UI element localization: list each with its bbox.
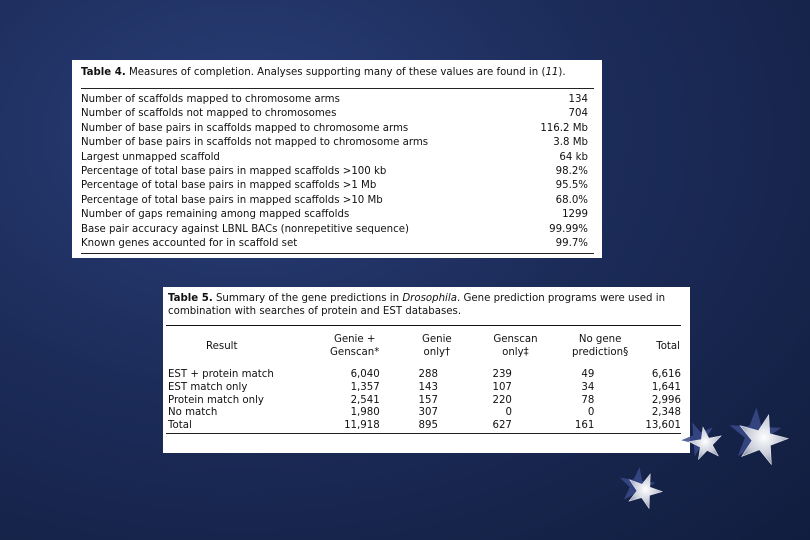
measure-label: Known genes accounted for in scaffold set: [81, 238, 298, 250]
genie-genscan-cell: 2,541: [350, 394, 380, 406]
table-5-label: Table 5.: [168, 293, 213, 304]
table-4-label: Table 4.: [81, 67, 126, 78]
measure-label: Number of gaps remaining among mapped scaffolds: [81, 209, 350, 221]
header-result: Result: [206, 340, 238, 352]
measure-value: 3.8 Mb: [553, 137, 588, 149]
measure-value: 98.2%: [555, 166, 588, 178]
measure-value: 1299: [562, 209, 588, 221]
result-cell: EST match only: [168, 381, 248, 393]
measure-label: Percentage of total base pairs in mapped scaffolds >10 Mb: [81, 194, 383, 206]
genscan-only-cell: 627: [492, 420, 512, 432]
table-5-caption-species: Drosophila: [402, 293, 457, 304]
genscan-only-cell: 0: [505, 407, 512, 419]
header-genscan-only-line2: only‡: [502, 347, 529, 358]
table-5-caption-rest: . Gene prediction programs were used in combination with searches of protein and EST databases.: [168, 293, 666, 317]
measure-value: 95.5%: [555, 180, 588, 192]
genie-genscan-cell: 1,357: [350, 381, 380, 393]
table-4-caption-ref: 11: [545, 67, 559, 78]
measure-label: Percentage of total base pairs in mapped scaffolds >1 Mb: [81, 180, 377, 192]
result-cell: Protein match only: [168, 394, 264, 406]
measure-label: Largest unmapped scaffold: [81, 151, 220, 163]
total-cell: 1,641: [651, 381, 681, 393]
no-gene-cell: 34: [581, 381, 595, 393]
no-gene-cell: 161: [574, 420, 595, 432]
no-gene-cell: 0: [587, 407, 595, 419]
result-cell: No match: [168, 407, 218, 419]
genie-genscan-cell: 11,918: [344, 420, 380, 432]
no-gene-cell: 78: [581, 394, 595, 406]
table-4-caption-end: ).: [558, 67, 566, 78]
measure-value: 704: [568, 108, 588, 120]
genscan-only-cell: 107: [492, 381, 512, 393]
total-cell: 13,601: [645, 420, 681, 432]
header-total: Total: [656, 340, 680, 352]
table-5-caption-text: Summary of the gene predictions in: [212, 293, 403, 304]
header-genie-only-line1: Genie: [421, 334, 452, 345]
measure-label: Percentage of total base pairs in mapped scaffolds >100 kb: [81, 166, 387, 178]
header-genscan-only-line1: Genscan: [493, 334, 538, 345]
header-genie-genscan-line2: Genscan*: [330, 347, 380, 358]
measure-label: Number of base pairs in scaffolds not mapped to chromosome arms: [81, 137, 429, 149]
measure-value: 99.7%: [555, 238, 588, 250]
measure-label: Number of scaffolds not mapped to chromosomes: [81, 108, 337, 120]
measure-value: 64 kb: [559, 151, 588, 163]
total-cell: 2,996: [651, 394, 681, 406]
genscan-only-cell: 239: [492, 369, 512, 380]
genie-only-cell: 157: [418, 394, 438, 406]
header-no-gene-line2: prediction§: [572, 347, 629, 358]
genie-only-cell: 895: [418, 420, 438, 432]
total-cell: 2,348: [651, 407, 681, 419]
result-cell: EST + protein match: [168, 369, 274, 380]
genie-only-cell: 143: [418, 381, 438, 393]
header-no-gene-line1: No gene: [578, 334, 622, 345]
measure-value: 68.0%: [555, 194, 588, 206]
measure-value: 116.2 Mb: [540, 122, 588, 134]
genie-only-cell: 307: [418, 407, 438, 419]
measure-value: 134: [568, 94, 588, 105]
no-gene-cell: 49: [581, 369, 595, 380]
genie-genscan-cell: 6,040: [350, 369, 380, 380]
genie-only-cell: 288: [418, 369, 438, 380]
total-cell: 6,616: [651, 369, 681, 380]
table-4-caption-text: Measures of completion. Analyses supporting many of these values are found in (: [125, 67, 546, 78]
header-genie-genscan-line1: Genie +: [333, 334, 376, 345]
measure-label: Number of scaffolds mapped to chromosome arms: [81, 94, 340, 105]
measure-label: Base pair accuracy against LBNL BACs (nonrepetitive sequence): [81, 223, 409, 235]
header-genie-only-line2: only†: [423, 347, 451, 358]
measure-value: 99.99%: [549, 223, 588, 235]
genie-genscan-cell: 1,980: [350, 407, 380, 419]
genscan-only-cell: 220: [492, 394, 512, 406]
measure-label: Number of base pairs in scaffolds mapped to chromosome arms: [81, 122, 409, 134]
result-cell: Total: [168, 420, 192, 432]
